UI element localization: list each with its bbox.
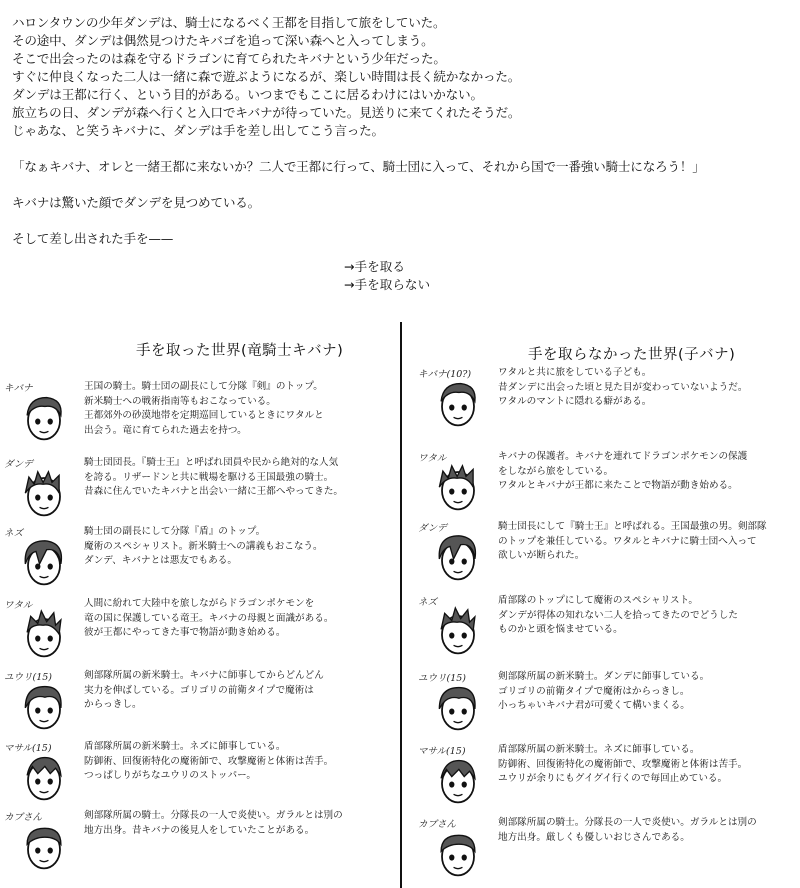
intro-line: その途中、ダンデは偶然見つけたキバゴを追って深い森へと入ってしまう。 — [12, 33, 434, 48]
character-description — [498, 816, 800, 845]
character-description — [84, 740, 402, 784]
character-name-tag: ネズ — [418, 597, 438, 608]
description-line: 人間に紛れて大陸中を旅しながらドラゴンポケモンを — [84, 598, 315, 609]
character-name-tag: カブさん — [4, 812, 43, 823]
character-name-tag: ダンデ — [4, 459, 33, 470]
description-line: 剣部隊所属の騎士。分隊長の一人で炎使い。ガラルとは別の — [498, 817, 757, 828]
description-line: をしながら旅をしている。 — [498, 465, 614, 477]
character-description — [84, 669, 402, 713]
character-portrait-icon — [434, 532, 482, 584]
description-line: 王都郊外の砂漠地帯を定期巡回しているときにワタルと — [84, 410, 324, 421]
description-line: 実力を伸ばしている。ゴリゴリの前衛タイプで魔術は — [84, 684, 314, 696]
character-name-tag: ワタル — [4, 600, 33, 611]
description-line: 地方出身。厳しくも優しいおじさんである。 — [498, 831, 690, 843]
character-description — [84, 597, 402, 641]
description-line: ダンデが得体の知れない二人を拾ってきたのでどうした — [498, 609, 738, 621]
description-line: 剣部隊所属の新米騎士。ダンデに師事している。 — [498, 671, 710, 682]
description-line: 小っちゃいキバナ君が可愛くて構いまくる。 — [498, 700, 690, 711]
character-description — [84, 456, 402, 500]
dande-quote: 「なぁキバナ、オレと一緒王都に来ないか？二人で王都に行って、騎士団に入って、それから国で一番強い騎士になろう！」 — [12, 159, 705, 174]
character-description — [498, 520, 800, 564]
description-line: ワタルのマントに隠れる癖がある。 — [498, 396, 652, 407]
character-portrait-icon — [20, 681, 68, 733]
description-line: ダンデ、キバナとは悪友でもある。 — [84, 555, 237, 566]
character-name-tag: マサル(15) — [418, 746, 466, 757]
description-line: 昔森に住んでいたキバナと出会い一緒に王都へやってきた。 — [84, 486, 344, 497]
description-line: 欲しいが断られた。 — [498, 550, 585, 561]
intro-line: じゃあな、と笑うキバナに、ダンデは手を差し出してこう言った。 — [12, 123, 384, 138]
character-description — [498, 670, 800, 714]
character-description — [84, 525, 402, 569]
character-name-tag: キバナ(10?) — [418, 369, 472, 380]
description-line: 新米騎士への戦術指南等もおこなっている。 — [84, 395, 276, 407]
description-line: 騎士団の副長にして分隊『盾』のトップ。 — [84, 526, 266, 537]
character-portrait-icon — [434, 606, 482, 658]
description-line: 魔術のスペシャリスト。新米騎士への講義もおこなう。 — [84, 540, 323, 552]
description-line: 出会う。竜に育てられた過去を持つ。 — [84, 424, 247, 436]
description-line: 竜の国に保護している竜王。キバナの母親と面識がある。 — [84, 612, 334, 624]
character-portrait-icon — [434, 755, 482, 807]
character-portrait-icon — [434, 462, 482, 514]
character-portrait-icon — [20, 468, 68, 520]
description-line: ゴリゴリの前衛タイプで魔術はからっきし。 — [498, 685, 690, 697]
description-line: 防御術、回復術特化の魔術師で、攻撃魔術と体術は苦手。 — [498, 758, 748, 770]
character-name-tag: ネズ — [4, 528, 24, 539]
left-world-title: 手を取った世界(竜騎士キバナ) — [136, 343, 344, 359]
character-description — [84, 380, 402, 438]
kibana-reaction: キバナは驚いた顔でダンデを見つめている。 — [12, 195, 261, 210]
choice-list — [344, 258, 430, 294]
character-portrait-icon — [434, 828, 482, 880]
character-portrait-icon — [434, 378, 482, 430]
intro-line: ダンデは王都に行く、という目的がある。いつまでもここに居るわけにはいかない。 — [12, 87, 483, 102]
offered-hand-line: そして差し出された手を—— — [12, 231, 174, 246]
choice-take-hand[interactable]: →手を取る — [344, 259, 405, 274]
description-line: ユウリが余りにもグイグイ行くので毎回止めている。 — [498, 773, 728, 784]
description-line: 昔ダンデに出会った頃と見た目が変わっていないようだ。 — [498, 381, 748, 393]
character-name-tag: ユウリ(15) — [418, 673, 467, 684]
choice-refuse-hand[interactable]: →手を取らない — [344, 277, 431, 292]
character-name-tag: キバナ — [4, 383, 33, 394]
description-line: 騎士団長にして『騎士王』と呼ばれる。王国最強の男。剣部隊 — [498, 521, 767, 532]
character-name-tag: ワタル — [418, 453, 447, 464]
description-line: 彼が王都にやってきた事で物語が動き始める。 — [84, 627, 286, 638]
description-line: 防御術、回復術特化の魔術師で、攻撃魔術と体術は苦手。 — [84, 755, 334, 767]
character-name-tag: カブさん — [418, 819, 457, 830]
character-name-tag: ユウリ(15) — [4, 672, 53, 683]
intro-text — [12, 14, 792, 248]
character-portrait-icon — [434, 682, 482, 734]
description-line: を誇る。リザードンと共に戦場を駆ける王国最強の騎士。 — [84, 471, 334, 483]
character-name-tag: ダンデ — [418, 523, 447, 534]
description-line: のトップを兼任している。ワタルとキバナに騎士団へ入って — [498, 535, 757, 547]
description-line: 地方出身。昔キバナの後見人をしていたことがある。 — [84, 824, 315, 836]
description-line: ワタルとキバナが王都に来たことで物語が動き始める。 — [498, 480, 738, 491]
intro-line: そこで出会ったのは森を守るドラゴンに育てられたキバナという少年だった。 — [12, 51, 446, 66]
description-line: 剣部隊所属の騎士。分隊長の一人で炎使い。ガラルとは別の — [84, 810, 343, 821]
character-portrait-icon — [20, 609, 68, 661]
character-portrait-icon — [20, 392, 68, 444]
character-name-tag: マサル(15) — [4, 743, 52, 754]
character-description — [84, 809, 402, 838]
description-line: ワタルと共に旅をしている子ども。 — [498, 367, 652, 378]
character-description — [498, 366, 800, 410]
description-line: ものかと頭を悩ませている。 — [498, 624, 623, 635]
description-line: キバナの保護者。キバナを連れてドラゴンポケモンの保護 — [498, 451, 748, 462]
character-description — [498, 743, 800, 787]
description-line: 盾部隊所属の新米騎士。ネズに師事している。 — [84, 741, 286, 752]
character-portrait-icon — [20, 821, 68, 873]
character-portrait-icon — [20, 537, 68, 589]
description-line: 剣部隊所属の新米騎士。キバナに師事してからどんどん — [84, 670, 324, 681]
intro-line: ハロンタウンの少年ダンデは、騎士になるべく王都を目指して旅をしていた。 — [12, 15, 446, 30]
character-description — [498, 594, 800, 638]
description-line: 盾部隊所属の新米騎士。ネズに師事している。 — [498, 744, 700, 755]
character-portrait-icon — [20, 752, 68, 804]
right-world-title: 手を取らなかった世界(子バナ) — [528, 347, 736, 363]
description-line: つっぱしりがちなユウリのストッパー。 — [84, 770, 256, 781]
character-description — [498, 450, 800, 494]
description-line: 盾部隊のトップにして魔術のスペシャリスト。 — [498, 595, 698, 606]
description-line: 騎士団団長。『騎士王』と呼ばれ団員や民から絶対的な人気 — [84, 457, 339, 468]
description-line: からっきし。 — [84, 699, 142, 710]
intro-line: すぐに仲良くなった二人は一緒に森で遊ぶようになるが、楽しい時間は長く続かなかった。 — [12, 69, 521, 84]
description-line: 王国の騎士。騎士団の副長にして分隊『剣』のトップ。 — [84, 381, 323, 392]
intro-line: 旅立ちの日、ダンデが森へ行くと入口でキバナが待っていた。見送りに来てくれたそうだ。 — [12, 105, 521, 120]
